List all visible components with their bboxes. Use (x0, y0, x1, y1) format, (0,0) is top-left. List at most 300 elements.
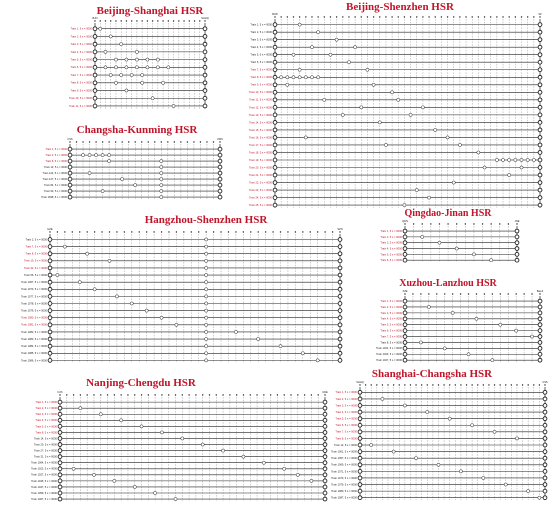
station-header-dot (391, 16, 392, 17)
station-header-dot (428, 293, 429, 294)
station-header-dot (456, 223, 457, 224)
train-stop-circle (218, 195, 222, 199)
station-header-dot (147, 20, 148, 21)
train-label: Train 7, 5 s = 0000 (70, 73, 92, 77)
station-header-dot (141, 20, 142, 21)
train-stop-circle (543, 456, 547, 460)
train-stop-circle (538, 38, 542, 42)
train-stop-circle (125, 58, 128, 61)
station-header-dot (175, 394, 176, 395)
origin-station-label: BJW (272, 13, 278, 16)
train-stop-circle (125, 66, 128, 69)
train-stop-circle (446, 136, 449, 139)
train-stop-circle (108, 160, 111, 163)
station-header-dot (490, 223, 491, 224)
train-stop-circle (338, 280, 342, 284)
train-label: Train 8, 5 s = 0000 (45, 160, 67, 163)
train-stop-circle (403, 341, 407, 345)
station-header-dot (483, 384, 484, 385)
train-stop-circle (338, 351, 342, 355)
train-stop-circle (538, 158, 542, 162)
station-header-dot (274, 16, 275, 17)
station-header-dot (299, 16, 300, 17)
train-stop-circle (273, 98, 277, 102)
station-header-dot (139, 231, 140, 232)
station-header-dot (502, 16, 503, 17)
train-stop-circle (543, 489, 547, 493)
train-label: Train 4, 5 s = 0000 (250, 46, 272, 50)
station-header-dot (508, 293, 509, 294)
station-header-dot (533, 384, 534, 385)
train-label: Train 12, 5 s = 0000 (333, 443, 357, 447)
train-stop-circle (329, 53, 332, 56)
station-header-dot (511, 384, 512, 385)
train-label: Train 14, 5 s = 0000 (248, 121, 272, 125)
station-header-dot (393, 384, 394, 385)
station-header-dot (124, 231, 125, 232)
station-header-dot (120, 20, 121, 21)
train-label: Train 20, 5 s = 0000 (248, 166, 272, 170)
train-label: Train 1698, 5 s = 0000 (41, 196, 67, 199)
train-stop-circle (78, 281, 81, 284)
train-label: Train 1, 5 s = 0000 (35, 401, 57, 405)
train-stop-circle (304, 76, 307, 79)
train-stop-circle (93, 65, 97, 69)
station-header-dot (250, 394, 251, 395)
train-stop-circle (203, 27, 207, 31)
train-stop-circle (538, 105, 542, 109)
station-header-dot (460, 384, 461, 385)
train-stop-circle (218, 165, 222, 169)
train-stop-circle (273, 90, 277, 94)
train-stop-circle (354, 46, 357, 49)
station-header-dot (365, 384, 366, 385)
station-header-dot (367, 16, 368, 17)
train-label: Train 1079, 5 s = 0000 (331, 483, 357, 487)
train-stop-circle (146, 58, 149, 61)
station-header-dot (209, 394, 210, 395)
station-header-dot (496, 16, 497, 17)
train-label: Train 2, 5 s = 0000 (25, 238, 47, 242)
station-header-dot (82, 141, 83, 142)
station-header-dot (206, 141, 207, 142)
train-label: Train 1080, 5 s = 0000 (21, 316, 47, 320)
train-stop-circle (48, 280, 52, 284)
station-header-dot (500, 293, 501, 294)
station-header-dot (134, 394, 135, 395)
train-stop-circle (201, 443, 204, 446)
train-stop-circle (160, 166, 163, 169)
train-stop-circle (68, 177, 72, 181)
station-header-dot (371, 384, 372, 385)
station-header-dot (412, 293, 413, 294)
train-stop-circle (68, 189, 72, 193)
station-header-dot (73, 394, 74, 395)
station-header-dot (167, 141, 168, 142)
train-stop-circle (58, 491, 62, 495)
train-label: Train 127, 5 s = 0000 (42, 178, 67, 181)
train-stop-circle (323, 406, 327, 410)
train-stop-circle (491, 359, 494, 362)
station-header-dot (284, 394, 285, 395)
train-label: Train 1027, 5 s = 0000 (376, 359, 402, 363)
train-stop-circle (414, 457, 417, 460)
train-stop-circle (532, 158, 535, 161)
train-label: Train 1, 5 s = 0000 (335, 391, 357, 395)
train-stop-circle (58, 406, 62, 410)
train-stop-circle (458, 143, 461, 146)
train-stop-circle (93, 104, 97, 108)
train-stop-circle (338, 259, 342, 263)
train-stop-circle (160, 196, 163, 199)
station-header-dot (243, 394, 244, 395)
train-label: Train 4, 5 s = 0000 (35, 419, 57, 423)
train-stop-circle (403, 235, 407, 239)
train-stop-circle (323, 400, 327, 404)
train-stop-circle (515, 247, 519, 251)
train-label: Train 1, 5 s = 0000 (380, 229, 402, 233)
train-stop-circle (114, 81, 117, 84)
train-stop-circle (477, 151, 480, 154)
train-stop-circle (154, 491, 157, 494)
train-stop-circle (104, 66, 107, 69)
train-stop-circle (160, 316, 163, 319)
train-stop-circle (543, 443, 547, 447)
station-header-dot (59, 394, 60, 395)
train-stop-circle (120, 73, 123, 76)
train-stop-circle (108, 259, 111, 262)
train-stop-circle (403, 299, 407, 303)
station-header-dot (330, 16, 331, 17)
train-stop-circle (115, 295, 118, 298)
train-label: Train 1080, 5 s = 0000 (331, 490, 357, 494)
station-header-dot (484, 293, 485, 294)
train-stop-circle (358, 443, 362, 447)
train-label: Train 21, 5 s = 0000 (248, 173, 272, 177)
station-header-dot (373, 16, 374, 17)
station-header-dot (136, 20, 137, 21)
train-stop-circle (310, 76, 313, 79)
train-stop-circle (273, 30, 277, 34)
station-header-dot (168, 20, 169, 21)
train-stop-circle (273, 166, 277, 170)
train-stop-circle (160, 172, 163, 175)
terminus-station-label: KMS (217, 138, 223, 141)
station-header-dot (439, 223, 440, 224)
origin-station-label: NJS (57, 391, 63, 394)
train-stop-circle (109, 73, 112, 76)
train-stop-circle (538, 75, 542, 79)
station-header-dot (539, 293, 540, 294)
station-header-dot (183, 20, 184, 21)
train-stop-circle (205, 337, 208, 340)
train-label: Train 2, 5 s = 0000 (380, 235, 402, 239)
train-stop-circle (48, 330, 52, 334)
train-stop-circle (58, 431, 62, 435)
station-header-dot (361, 16, 362, 17)
train-stop-circle (338, 330, 342, 334)
station-header-dot (305, 16, 306, 17)
station-header-dot (354, 16, 355, 17)
station-header-dot (430, 223, 431, 224)
train-stop-circle (338, 294, 342, 298)
train-stop-circle (358, 483, 362, 487)
panel-title-qingdao-jinan: Qingdao-Jinan HSR (404, 208, 492, 219)
train-stop-circle (378, 121, 381, 124)
train-stop-circle (455, 247, 458, 250)
station-header-dot (449, 384, 450, 385)
train-stop-circle (338, 238, 342, 242)
station-header-dot (415, 384, 416, 385)
train-stop-circle (167, 66, 170, 69)
train-stop-circle (234, 330, 237, 333)
train-stop-circle (145, 309, 148, 312)
train-stop-circle (108, 154, 111, 157)
station-header-dot (376, 384, 377, 385)
train-stop-circle (472, 253, 475, 256)
panel-nanjing-chengdu (31, 390, 328, 501)
train-label: Train 1077, 5 s = 0000 (21, 295, 47, 299)
train-stop-circle (403, 311, 407, 315)
station-header-dot (146, 231, 147, 232)
train-stop-circle (443, 347, 446, 350)
station-header-dot (109, 231, 110, 232)
train-stop-circle (451, 311, 454, 314)
station-header-dot (110, 20, 111, 21)
train-stop-circle (48, 309, 52, 313)
train-stop-circle (72, 467, 75, 470)
train-stop-circle (338, 358, 342, 362)
station-header-dot (135, 141, 136, 142)
train-label: Train 9, 5 s = 0000 (70, 89, 92, 93)
train-label: Train 1073, 5 s = 0000 (331, 476, 357, 480)
train-stop-circle (273, 188, 277, 192)
station-header-dot (93, 394, 94, 395)
station-header-dot (531, 293, 532, 294)
station-header-dot (508, 223, 509, 224)
train-label: Train 18, 5 s = 0000 (248, 151, 272, 155)
station-header-dot (115, 141, 116, 142)
train-stop-circle (483, 166, 486, 169)
train-stop-circle (538, 305, 542, 309)
station-header-dot (235, 231, 236, 232)
origin-station-label: XZE (402, 290, 408, 293)
train-stop-circle (508, 158, 511, 161)
train-stop-circle (205, 316, 208, 319)
panel-title-shanghai-changsha: Shanghai-Changsha HSR (371, 368, 493, 380)
station-header-dot (280, 16, 281, 17)
train-label: Train 10, 5 s = 0000 (23, 259, 47, 263)
train-stop-circle (273, 38, 277, 42)
train-stop-circle (218, 171, 222, 175)
train-stop-circle (175, 323, 178, 326)
station-header-dot (180, 141, 181, 142)
train-stop-circle (298, 68, 301, 71)
train-stop-circle (515, 241, 519, 245)
station-header-dot (318, 394, 319, 395)
train-stop-circle (135, 58, 138, 61)
station-header-dot (116, 231, 117, 232)
station-header-dot (100, 20, 101, 21)
train-stop-circle (515, 252, 519, 256)
train-stop-circle (490, 259, 493, 262)
station-header-dot (339, 231, 340, 232)
origin-station-label: CSS (67, 138, 73, 141)
train-label: Train 90, 5 s = 0000 (43, 190, 67, 193)
train-stop-circle (323, 449, 327, 453)
panel-title-beijing-shanghai: Beijing-Shanghai HSR (96, 5, 204, 17)
station-header-dot (499, 223, 500, 224)
station-header-dot (277, 394, 278, 395)
station-header-dot (336, 16, 337, 17)
train-stop-circle (203, 42, 207, 46)
train-stop-circle (538, 53, 542, 57)
train-stop-circle (58, 449, 62, 453)
station-header-dot (66, 394, 67, 395)
train-stop-circle (48, 302, 52, 306)
train-label: Train 1067, 5 s = 0000 (21, 281, 47, 285)
train-label: Train 2, 5 s = 0000 (35, 407, 57, 411)
train-stop-circle (58, 443, 62, 447)
train-label: Train 12, 5 s = 0000 (248, 106, 272, 110)
train-stop-circle (48, 294, 52, 298)
station-header-dot (265, 231, 266, 232)
station-header-dot (404, 293, 405, 294)
train-stop-circle (68, 171, 72, 175)
train-label: Train 6, 5 s = 0000 (380, 259, 402, 263)
train-stop-circle (205, 273, 208, 276)
station-header-dot (287, 231, 288, 232)
station-header-dot (115, 20, 116, 21)
train-label: Train 11, 5 s = 0000 (249, 98, 272, 102)
station-header-dot (533, 16, 534, 17)
train-stop-circle (283, 467, 286, 470)
station-header-dot (120, 394, 121, 395)
train-stop-circle (58, 461, 62, 465)
train-label: Train 3, 5 s = 0000 (70, 43, 92, 47)
terminus-station-label: CSS (542, 381, 548, 384)
station-header-dot (539, 384, 540, 385)
train-stop-circle (323, 467, 327, 471)
train-stop-circle (390, 91, 393, 94)
train-stop-circle (58, 473, 62, 477)
train-stop-circle (323, 443, 327, 447)
train-stop-circle (205, 323, 208, 326)
station-header-dot (427, 384, 428, 385)
station-header-dot (272, 231, 273, 232)
train-label: Train 1078, 5 s = 0000 (21, 302, 47, 306)
train-stop-circle (68, 195, 72, 199)
station-header-dot (342, 16, 343, 17)
station-header-dot (189, 20, 190, 21)
station-header-dot (295, 231, 296, 232)
train-label: Train 5, 5 s = 0000 (380, 323, 402, 327)
train-stop-circle (427, 196, 430, 199)
train-stop-circle (358, 437, 362, 441)
train-stop-circle (273, 120, 277, 124)
train-stop-circle (174, 497, 177, 500)
train-stop-circle (482, 476, 485, 479)
station-header-dot (182, 394, 183, 395)
train-stop-circle (218, 183, 222, 187)
train-stop-circle (515, 235, 519, 239)
train-stop-circle (221, 449, 224, 452)
station-header-dot (205, 231, 206, 232)
train-stop-circle (370, 443, 373, 446)
train-label: Train 5, 5 s = 0000 (35, 425, 57, 429)
station-header-dot (476, 293, 477, 294)
station-header-dot (250, 231, 251, 232)
train-stop-circle (403, 329, 407, 333)
train-stop-circle (93, 58, 97, 62)
train-stop-circle (438, 241, 441, 244)
train-stop-circle (520, 166, 523, 169)
station-header-dot (459, 16, 460, 17)
train-stop-circle (205, 295, 208, 298)
train-stop-circle (257, 337, 260, 340)
station-header-dot (544, 384, 545, 385)
train-label: Train 5, 5 s = 0000 (335, 417, 357, 421)
train-stop-circle (93, 50, 97, 54)
train-label: Train 2, 5 s = 0000 (250, 31, 272, 35)
station-header-dot (539, 16, 540, 17)
train-stop-circle (543, 463, 547, 467)
train-label: Train 1071, 5 s = 0000 (331, 470, 357, 474)
station-header-dot (348, 16, 349, 17)
train-label: Train 1001, 5 s = 0000 (331, 450, 357, 454)
train-stop-circle (205, 359, 208, 362)
train-stop-circle (538, 166, 542, 170)
train-stop-circle (304, 136, 307, 139)
train-label: Train 5, 5 s = 0000 (380, 253, 402, 257)
station-header-dot (228, 231, 229, 232)
train-stop-circle (68, 153, 72, 157)
train-stop-circle (160, 184, 163, 187)
train-stop-circle (323, 418, 327, 422)
train-label: Train 8, 5 s = 0000 (35, 431, 57, 435)
train-label: Train 11, 5 s = 0000 (69, 104, 92, 108)
train-label: Train 6, 5 s = 0000 (380, 329, 402, 333)
train-stop-circle (459, 470, 462, 473)
train-label: Train 1057, 5 s = 0000 (331, 457, 357, 461)
train-label: Train 8, 5 s = 0000 (70, 81, 92, 85)
train-label: Train 7, 5 s = 0000 (250, 68, 272, 72)
train-label: Train 1083, 5 s = 0000 (21, 337, 47, 341)
train-stop-circle (48, 252, 52, 256)
train-stop-circle (358, 476, 362, 480)
train-stop-circle (501, 158, 504, 161)
train-label: Train 1022, 5 s = 0000 (31, 467, 57, 471)
train-stop-circle (113, 479, 116, 482)
train-stop-circle (323, 455, 327, 459)
train-stop-circle (205, 309, 208, 312)
train-stop-circle (218, 153, 222, 157)
train-stop-circle (273, 23, 277, 27)
train-stop-circle (58, 467, 62, 471)
station-header-dot (297, 394, 298, 395)
train-stop-circle (93, 42, 97, 46)
train-stop-circle (316, 359, 319, 362)
station-header-dot (527, 16, 528, 17)
train-stop-circle (543, 397, 547, 401)
train-stop-circle (538, 98, 542, 102)
station-header-dot (488, 384, 489, 385)
station-header-dot (200, 141, 201, 142)
train-stop-circle (93, 288, 96, 291)
station-header-dot (86, 394, 87, 395)
train-stop-circle (48, 259, 52, 263)
train-stop-circle (538, 90, 542, 94)
